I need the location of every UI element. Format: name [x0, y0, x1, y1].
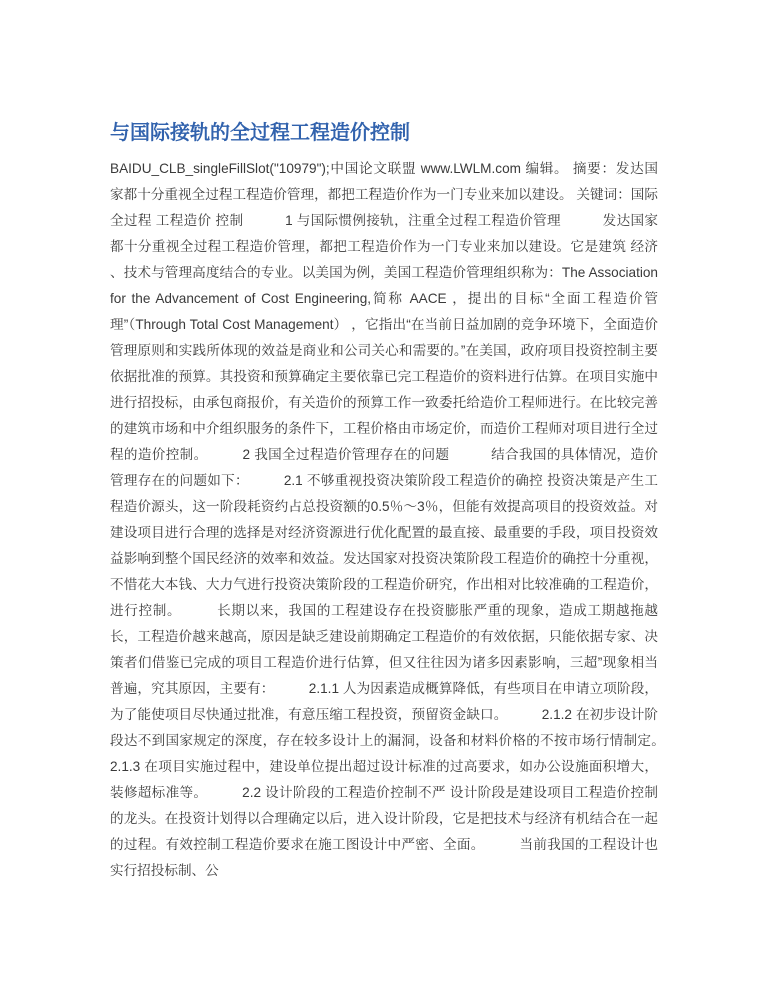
article-content [110, 120, 699, 884]
article-body-text: BAIDU_CLB_singleFillSlot("10979");中国论文联盟 www.LWLM.com 编辑。 摘要：发达国家都十分重视全过程工程造价管理，都把工程造价作为一门专业来加以建设。 关键词：国际 全过程 工程造价 控制 1 与国际惯例接轨，注重全过程工程造价管理 发达国家都十分重视全过程工程造价管理，都把工程造价作为一门专业来加以建设。它是建筑 经济 、技术与管理高度结合的专业。以美国为例，美国工程造价管理组织称为：The Association for the Advancement of Cost Engineering,简称 AACE ，提出的目标“全面工程造价管理”（Through Total Cost Management） ，它指出“在当前日益加剧的竞争环境下，全面造价管理原则和实践所体现的效益是商业和公司关心和需要的。”在美国，政府项目投资控制主要依据批准的预算。其投资和预算确定主要依靠已完工程造价的资料进行估算。在项目实施中进行招投标，由承包商报价，有关造价的预算工作一致委托给造价工程师进行。在比较完善的建筑市场和中介组织服务的条件下，工程价格由市场定价，而造价工程师对项目进行全过程的造价控制。 2 我国全过程造价管理存在的问题 结合我国的具体情况，造价管理存在的问题如下： 2.1 不够重视投资决策阶段工程造价的确控 投资决策是产生工程造价源头，这一阶段耗资约占总投资额的0.5％～3％，但能有效提高项目的投资效益。对建设项目进行合理的选择是对经济资源进行优化配置的最直接、最重要的手段，项目投资效益影响到整个国民经济的效率和效益。发达国家对投资决策阶段工程造价的确控十分重视，不惜花大本钱、大力气进行投资决策阶段的工程造价研究，作出相对比较准确的工程造价，进行控制。 长期以来，我国的工程建设存在投资膨胀严重的现象，造成工期越拖越长，工程造价越来越高，原因是缺乏建设前期确定工程造价的有效依据，只能依据专家、决策者们借鉴已完成的项目工程造价进行估算，但又往往因为诸多因素影响，三超”现象相当普遍，究其原因，主要有： 2.1.1 人为因素造成概算降低，有些项目在申请立项阶段，为了能使项目尽快通过批准，有意压缩工程投资，预留资金缺口。 2.1.2 在初步设计阶段达不到国家规定的深度，存在较多设计上的漏洞，设备和材料价格的不按市场行情制定。 2.1.3 在项目实施过程中，建设单位提出超过设计标准的过高要求，如办公设施面积增大，装修超标准等。 2.2 设计阶段的工程造价控制不严 设计阶段是建设项目工程造价控制的龙头。在投资计划得以合理确定以后，进入设计阶段，它是把技术与经济有机结合在一起的过程。有效控制工程造价要求在施工图设计中严密、全面。 当前我国的工程设计也实行招投标制、公 [110, 161, 699, 878]
article-title: 与国际接轨的全过程工程造价控制 [110, 122, 410, 144]
